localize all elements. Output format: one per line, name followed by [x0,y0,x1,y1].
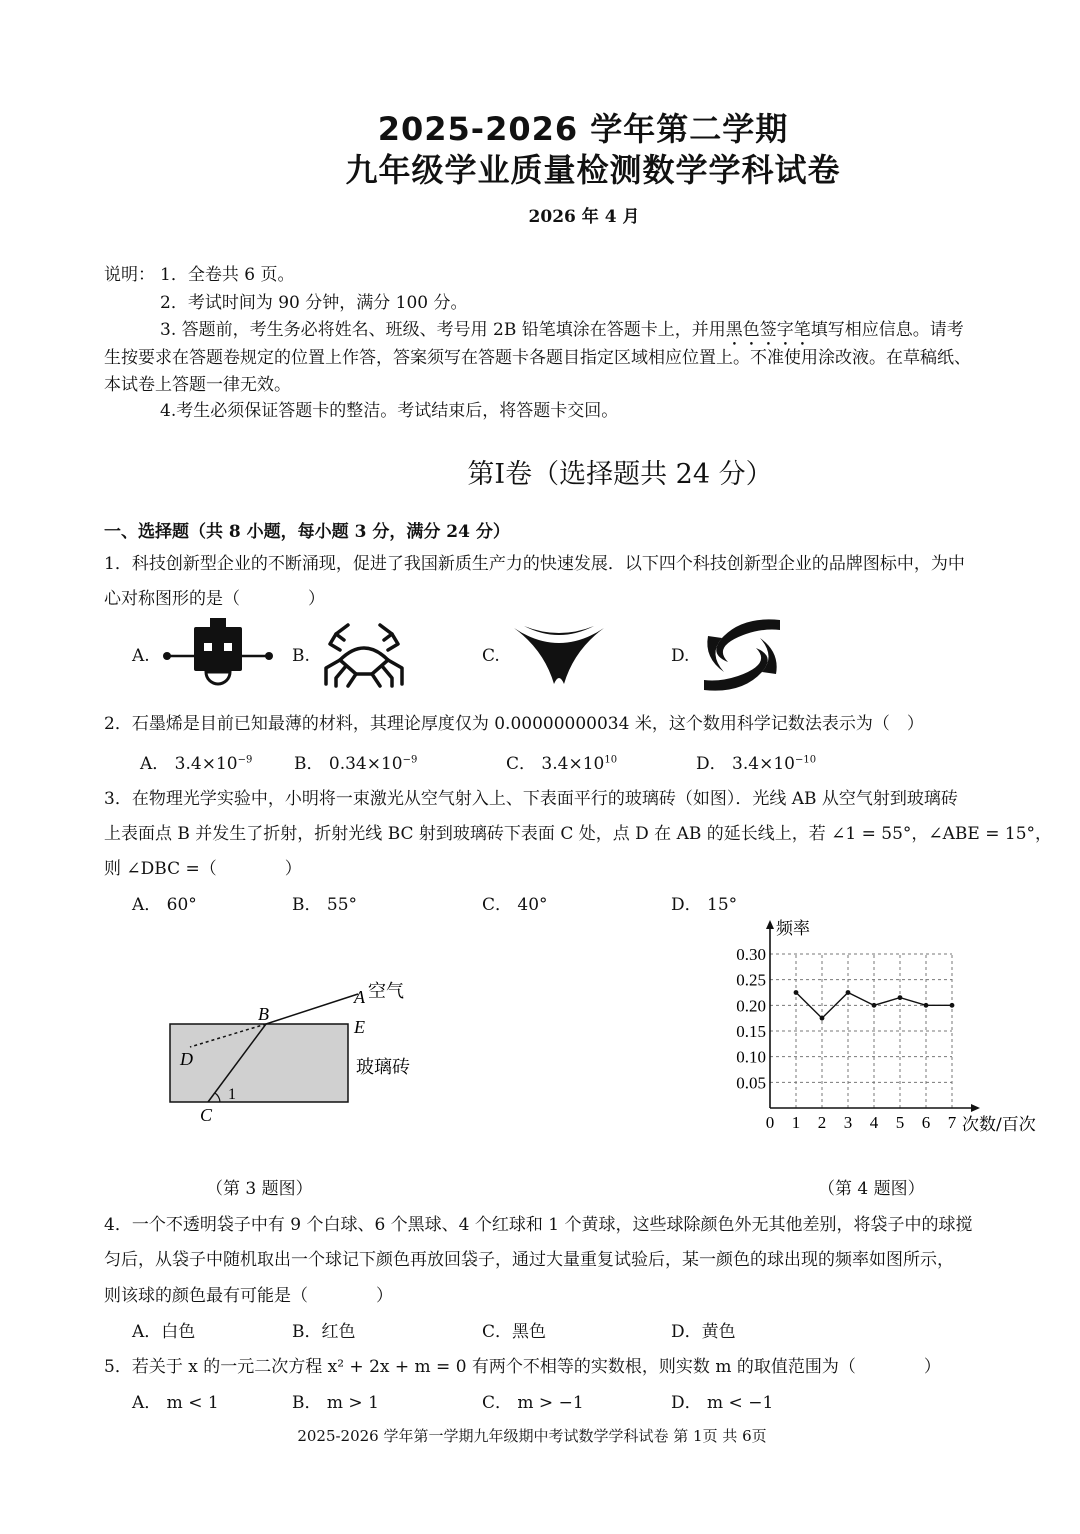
x-tick-label: 3 [843,1113,853,1132]
q1-option-d-label: D. [671,646,690,666]
title-line-1: 2025-2026 学年第二学期 [377,110,789,148]
q1-line-1: 1．科技创新型企业的不断涌现，促进了我国新质生产力的快速发展．以下四个科技创新型企业的品牌图标中，为中 [104,554,965,574]
q1-option-c-label: C. [482,646,500,666]
q4-line-3: 则该球的颜色最有可能是（ ） [104,1286,393,1306]
x-tick-label: 5 [895,1113,905,1132]
q2-option-c-exponent: 10 [604,754,618,766]
figure-3-glass-refraction [150,970,440,1130]
label-d: D [180,1049,193,1069]
q5-text: 5．若关于 x 的一元二次方程 x² + 2x + m = 0 有两个不相等的实数根，则实数 m 的取值范围为（ ） [104,1357,941,1377]
note-4: 4.考生必须保证答题卡的整洁。考试结束后，将答题卡交回。 [160,401,619,421]
swirl-logo-icon [702,618,782,692]
note-3-part2: 填写相应信息。请考 [810,320,964,340]
q2-option-a-exponent: −9 [237,754,253,766]
q2-option-a: A． 3.4×10 [140,754,238,774]
q4-line-2: 匀后，从袋子中随机取出一个球记下颜色再放回袋子，通过大量重复试验后，某一颜色的球出现的频率如图所示， [104,1250,954,1270]
q2-option-b-exponent: −9 [402,754,418,766]
q2-option-d: D． 3.4×10 [696,754,795,774]
y-tick-label: 0.15 [736,1022,766,1041]
note-3-emphasis: 黑色签字笔 [725,320,811,340]
data-point [950,1003,955,1008]
q3-line-1: 3．在物理光学实验中，小明将一束激光从空气射入上、下表面平行的玻璃砖（如图）．光线 AB 从空气射到玻璃砖 [104,789,958,809]
figure-4-caption: （第 4 题图） [818,1179,925,1199]
robot-logo-icon [162,616,274,692]
label-glass: 玻璃砖 [356,1057,410,1078]
q2-text: 2．石墨烯是目前已知最薄的材料，其理论厚度仅为 0.00000000034 米，这个数用科学记数法表示为（ ） [104,714,924,734]
data-point [846,990,851,995]
q4-option-a: A．白色 [132,1322,196,1342]
data-point [820,1016,825,1021]
crab-logo-icon [322,622,406,688]
title-line-2: 九年级学业质量检测数学学科试卷 [345,151,841,189]
data-point [872,1003,877,1008]
q1-line-2: 心对称图形的是（ ） [104,589,325,609]
figure-3-caption: （第 3 题图） [206,1179,313,1199]
q2-option-d-exponent: −10 [794,754,817,766]
q4-option-c: C．黑色 [482,1322,547,1342]
y-tick-label: 0.20 [736,996,766,1016]
y-tick-label: 0.30 [736,945,766,964]
notes-label: 说明： [104,265,155,285]
label-b: B [258,1004,269,1024]
q3-option-b: B． 55° [292,895,358,915]
ray-ab [266,994,358,1024]
y-tick-label: 0.10 [736,1047,766,1067]
y-axis-label: 频率 [776,919,810,939]
q2-option-c: C． 3.4×10 [506,754,605,774]
q3-option-d: D． 15° [671,895,738,915]
label-angle-1: 1 [228,1086,236,1103]
q5-option-d: D． m < −1 [671,1393,774,1413]
q4-option-d: D．黄色 [671,1322,736,1342]
q2-option-b: B． 0.34×10 [294,754,403,774]
label-c: C [200,1105,213,1125]
q3-line-3: 则 ∠DBC =（ ） [104,859,302,879]
triangle-logo-icon [514,622,604,688]
q3-line-2: 上表面点 B 并发生了折射，折射光线 BC 射到玻璃砖下表面 C 处，点 D 在 AB 的延长线上，若 ∠1 = 55°，∠ABE = 15°， [104,824,1053,844]
data-point [924,1003,929,1008]
x-tick-label: 4 [869,1113,879,1132]
x-axis-label: 次数/百次 [962,1115,1036,1135]
x-tick-label: 2 [817,1113,827,1132]
note-3-part1: 3. 答题前，考生务必将姓名、班级、考号用 2B 铅笔填涂在答题卡上，并用 [160,320,726,340]
figure-4-frequency-chart [720,910,1050,1140]
x-axis-arrow [971,1104,980,1112]
note-3-line2: 生按要求在答题卷规定的位置上作答，答案须写在答题卡各题目指定区域相应位置上。不准使用涂改液。在草稿纸、 [104,348,971,368]
note-2: 2．考试时间为 90 分钟，满分 100 分。 [160,293,468,313]
q4-line-1: 4．一个不透明袋子中有 9 个白球、6 个黑球、4 个红球和 1 个黄球，这些球除颜色外无其他差别，将袋子中的球搅 [104,1215,973,1235]
y-tick-label: 0.25 [736,970,766,990]
q5-option-b: B． m > 1 [292,1393,379,1413]
q5-option-a: A． m < 1 [132,1393,219,1413]
section-title: 第Ⅰ卷（选择题共 24 分） [467,459,773,490]
x-tick-label: 7 [947,1113,957,1132]
q3-option-a: A． 60° [132,895,197,915]
q3-option-c: C． 40° [482,895,548,915]
q4-option-b: B．红色 [292,1322,356,1342]
q1-option-a-label: A. [132,646,150,666]
x-tick-label: 6 [921,1113,931,1132]
y-tick-label: 0.05 [736,1073,766,1093]
y-axis-arrow [766,920,774,929]
x-tick-label: 0 [765,1113,775,1132]
label-a: A [354,987,365,1007]
note-1: 1．全卷共 6 页。 [160,265,295,285]
label-e: E [354,1017,365,1037]
q5-option-c: C． m > −1 [482,1393,584,1413]
data-point [794,990,799,995]
note-3-line3: 本试卷上答题一律无效。 [104,375,291,395]
data-point [898,995,903,1000]
label-air: 空气 [368,981,404,1002]
glass-brick [170,1024,348,1102]
x-tick-label: 1 [791,1113,801,1132]
q1-option-b-label: B. [292,646,310,666]
page-footer: 2025-2026 学年第一学期九年级期中考试数学学科试卷 第 1页 共 6页 [297,1427,767,1445]
part-1-heading: 一、选择题（共 8 小题，每小题 3 分，满分 24 分） [104,522,510,542]
exam-date: 2026 年 4 月 [528,207,640,227]
